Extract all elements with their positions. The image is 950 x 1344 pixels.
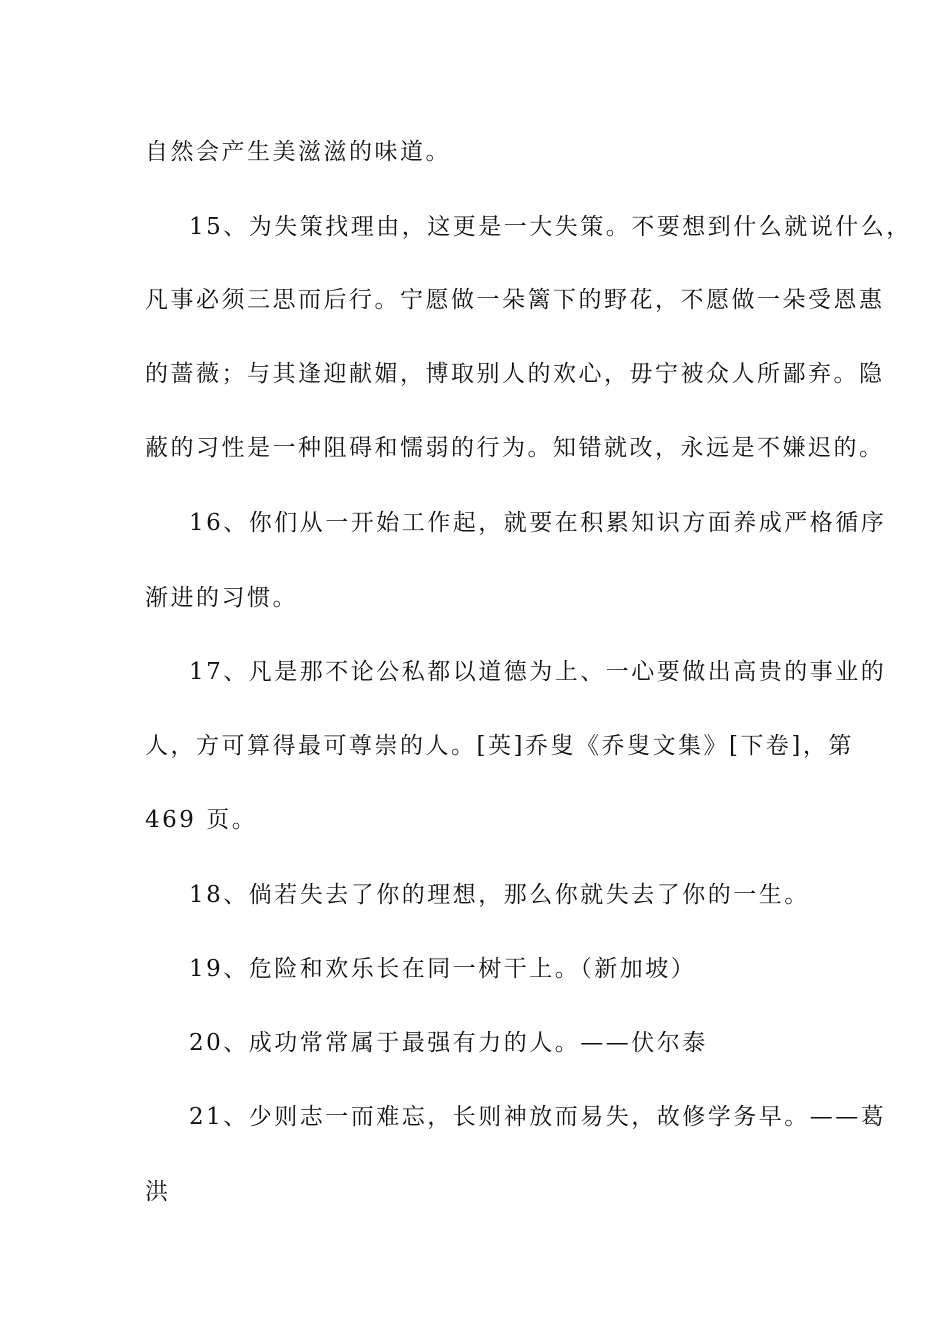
text-line: 洪 [145,1179,171,1205]
text-line: 15、为失策找理由，这更是一大失策。不要想到什么就说什么， [189,214,912,240]
text-line: 21、少则志一而难忘，长则神放而易失，故修学务早。——葛 [189,1104,887,1130]
text-line: 人，方可算得最可尊崇的人。[英]乔叟《乔叟文集》[下卷]，第 [145,733,854,759]
text-line: 20、成功常常属于最强有力的人。——伏尔泰 [189,1030,708,1056]
text-line: 19、危险和欢乐长在同一树干上。（新加坡） [189,956,697,982]
text-line: 469 页。 [145,807,258,833]
text-line: 凡事必须三思而后行。宁愿做一朵篱下的野花，不愿做一朵受恩惠 [145,287,885,313]
text-line: 蔽的习性是一种阻碍和懦弱的行为。知错就改，永远是不嫌迟的。 [145,435,885,461]
text-line: 16、你们从一开始工作起，就要在积累知识方面养成严格循序 [189,510,887,536]
text-line: 渐进的习惯。 [145,585,298,611]
text-line: 18、倘若失去了你的理想，那么你就失去了你的一生。 [189,882,810,908]
text-line: 自然会产生美滋滋的味道。 [145,139,451,165]
text-line: 的蔷薇；与其逢迎献媚，博取别人的欢心，毋宁被众人所鄙弃。隐 [145,361,885,387]
text-line: 17、凡是那不论公私都以道德为上、一心要做出高贵的事业的 [189,659,887,685]
